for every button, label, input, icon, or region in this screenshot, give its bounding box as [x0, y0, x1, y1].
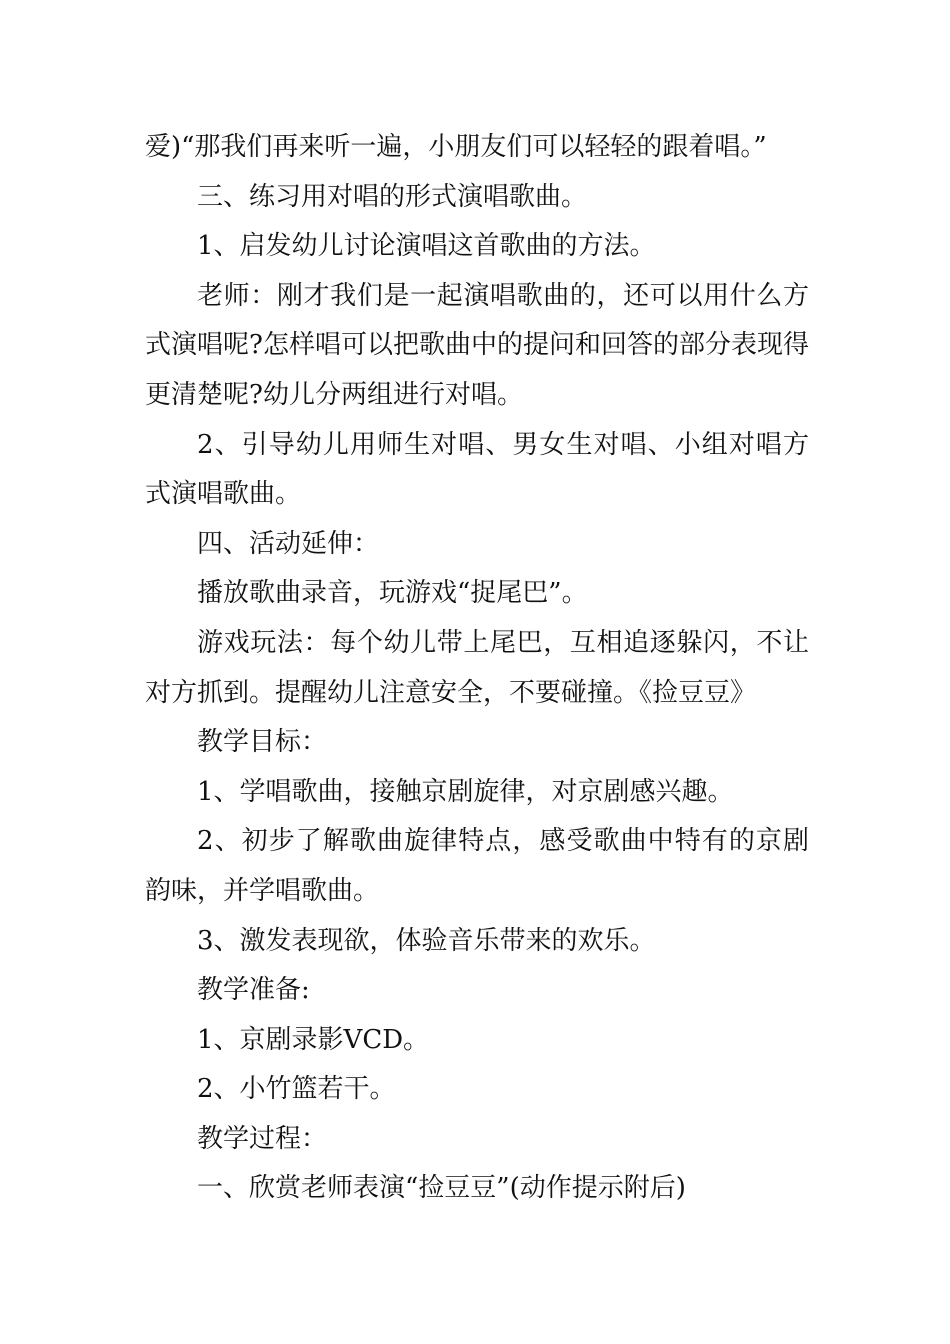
paragraph-5: 2、引导幼儿用师生对唱、男女生对唱、小组对唱方式演唱歌曲。 [145, 429, 809, 510]
paragraph-8: 游戏玩法：每个幼儿带上尾巴，互相追逐躲闪，不让对方抓到。提醒幼儿注意安全，不要碰撞。《捡豆豆》 [145, 627, 809, 708]
paragraph-10: 1、学唱歌曲，接触京剧旋律，对京剧感兴趣。 [197, 776, 734, 807]
paragraph-1: 爱)“那我们再来听一遍，小朋友们可以轻轻的跟着唱。” [145, 132, 767, 162]
paragraph-17: 一、欣赏老师表演“捡豆豆”(动作提示附后) [197, 1173, 686, 1204]
paragraph-13: 教学准备: [197, 975, 310, 1006]
paragraph-9: 教学目标： [197, 727, 328, 758]
paragraph-2: 三、练习用对唱的形式演唱歌曲。 [197, 181, 588, 212]
paragraph-11: 2、初步了解歌曲旋律特点，感受歌曲中特有的京剧韵味，并学唱歌曲。 [145, 826, 809, 906]
paragraph-3: 1、启发幼儿讨论演唱这首歌曲的方法。 [197, 231, 656, 262]
document-body [145, 123, 809, 1214]
paragraph-7: 播放歌曲录音，玩游戏“捉尾巴”。 [197, 578, 588, 609]
paragraph-12: 3、激发表现欲，体验音乐带来的欢乐。 [197, 925, 656, 956]
paragraph-4: 老师：刚才我们是一起演唱歌曲的，还可以用什么方式演唱呢?怎样唱可以把歌曲中的提问和回答的部分表现得更清楚呢?幼儿分两组进行对唱。 [145, 280, 809, 410]
paragraph-15: 2、小竹篮若干。 [197, 1074, 396, 1105]
paragraph-14: 1、京剧录影VCD。 [197, 1024, 430, 1055]
paragraph-16: 教学过程： [197, 1123, 328, 1154]
paragraph-6: 四、活动延伸： [197, 528, 380, 559]
